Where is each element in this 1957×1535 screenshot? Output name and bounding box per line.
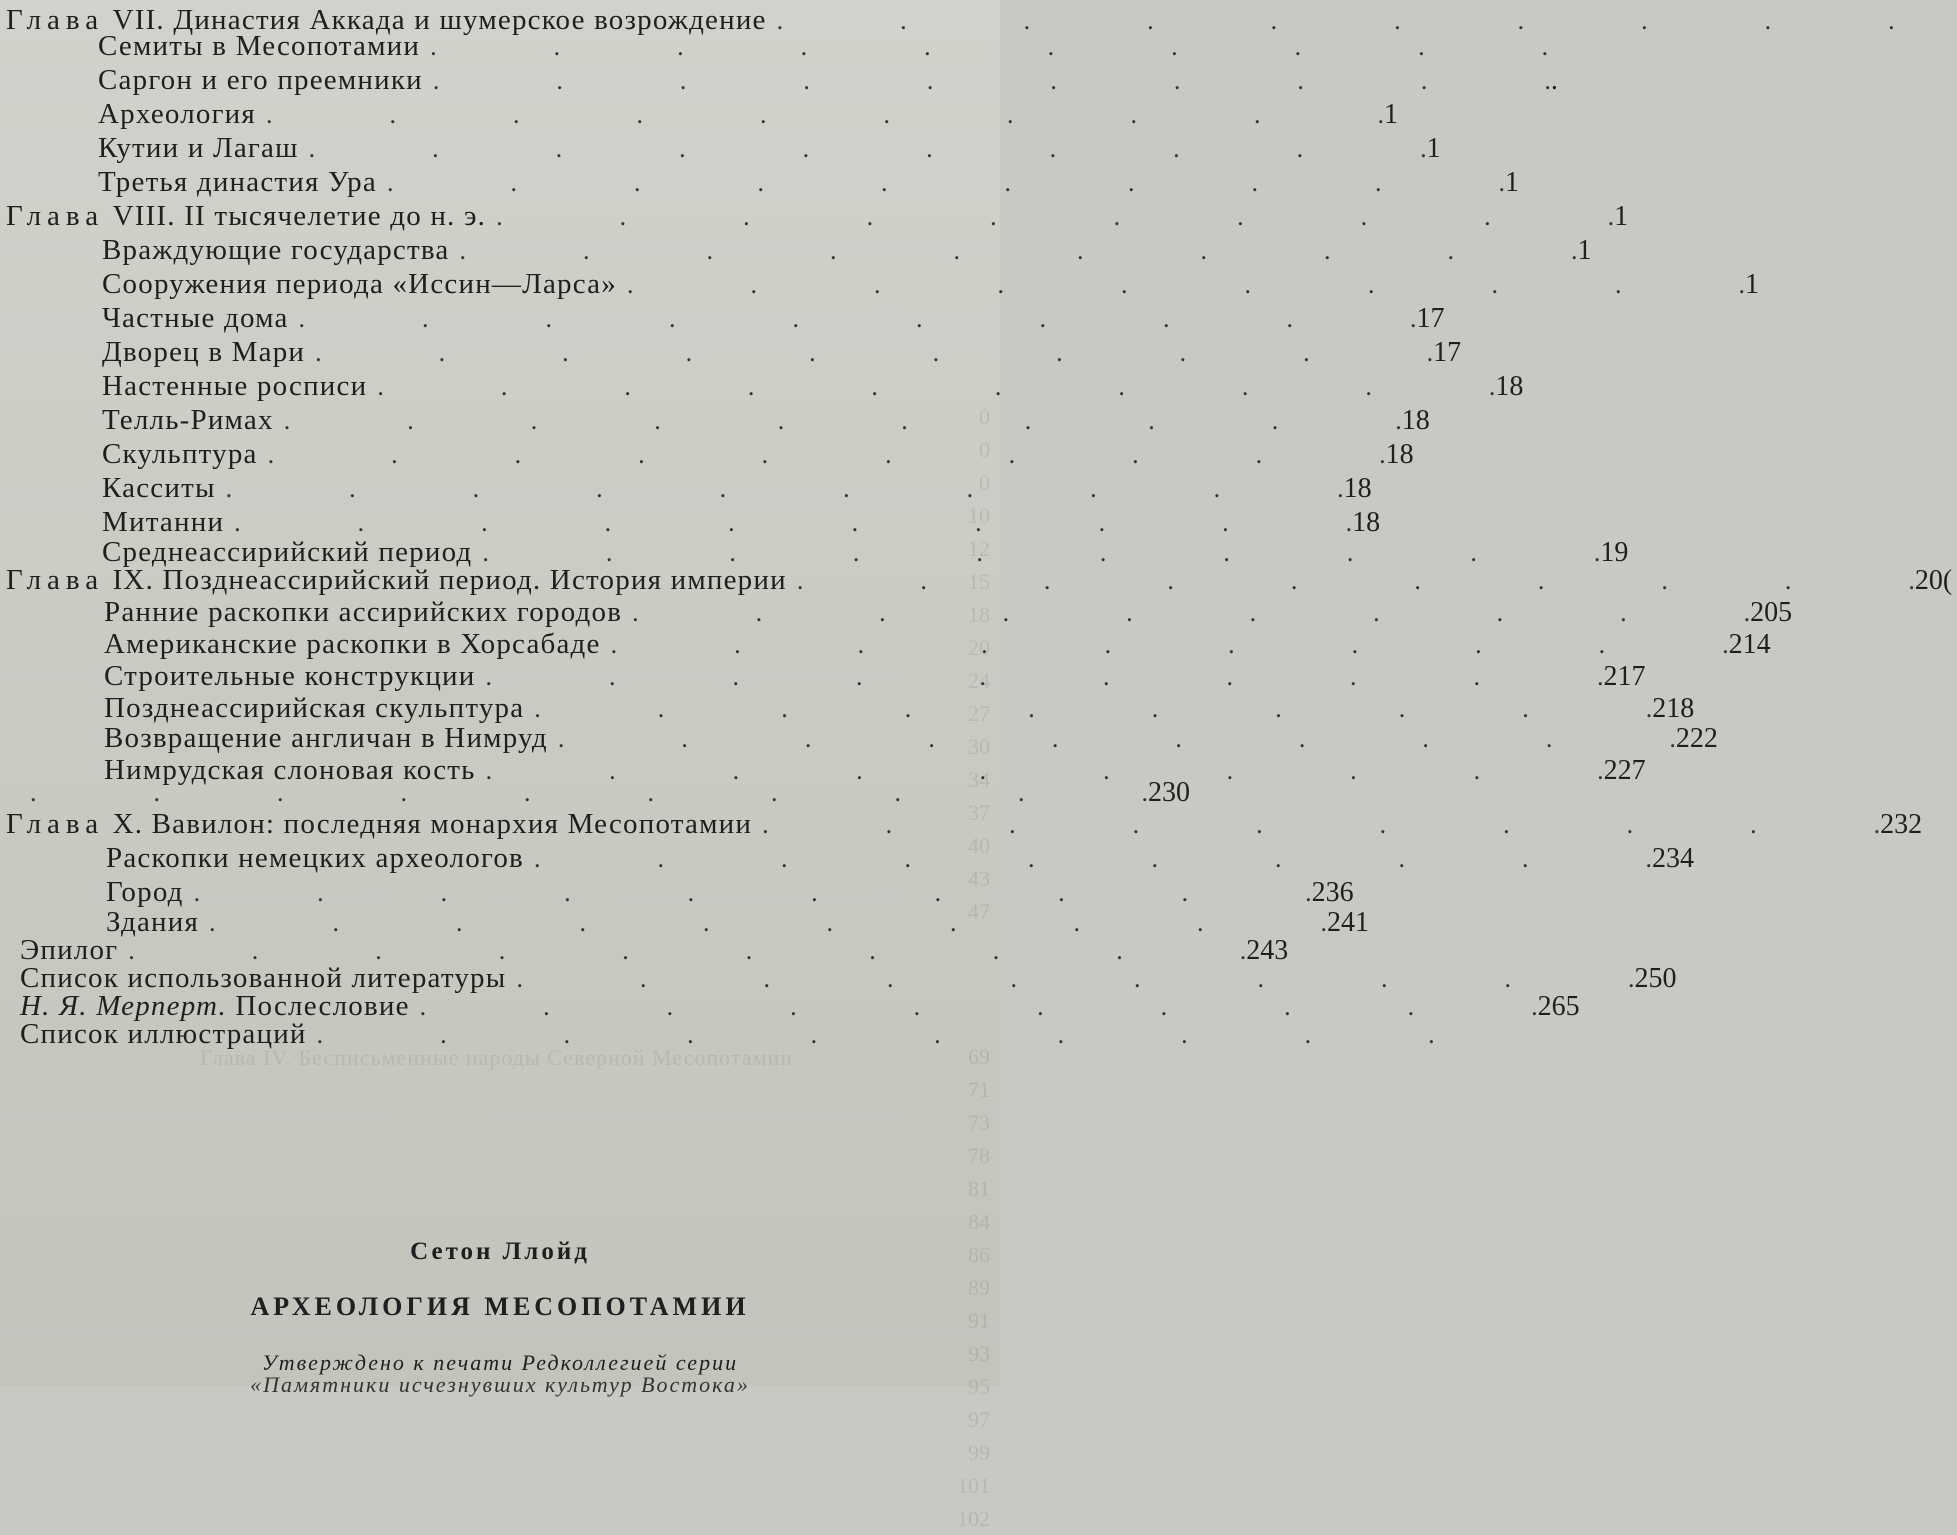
toc-entry bbox=[98, 166, 1519, 200]
toc-title: Эпилог bbox=[20, 934, 119, 966]
dot-leader bbox=[299, 132, 1427, 165]
toc-title: Дворец в Мари bbox=[102, 336, 306, 368]
chapter-prefix: Глава bbox=[6, 564, 105, 596]
toc-label bbox=[6, 200, 486, 233]
toc-page-number: 250 bbox=[1634, 963, 1677, 994]
toc-title: Среднеассирийский период bbox=[102, 536, 473, 568]
toc-title: Сооружения периода «Иссин—Ларса» bbox=[102, 268, 617, 300]
dot-leader bbox=[305, 336, 1433, 369]
toc-label bbox=[6, 564, 787, 597]
toc-page-number: 17 bbox=[1416, 303, 1445, 334]
toc-label bbox=[106, 876, 184, 909]
toc-entry bbox=[106, 876, 1354, 910]
toc-title: Нимрудская слоновая кость bbox=[104, 754, 476, 786]
toc-label bbox=[102, 268, 617, 301]
toc-label bbox=[102, 370, 367, 403]
toc-title: Город bbox=[106, 876, 184, 908]
toc-label bbox=[98, 98, 256, 131]
dot-leader bbox=[184, 876, 1312, 909]
toc-title: Настенные росписи bbox=[102, 370, 368, 402]
toc-page-number: 222 bbox=[1675, 723, 1718, 754]
toc-label bbox=[104, 628, 601, 661]
toc-page-number: 1 bbox=[1504, 167, 1519, 198]
toc-title: Возвращение англичан в Нимруд bbox=[104, 722, 548, 754]
dot-leader bbox=[367, 370, 1495, 403]
toc-page-number: 265 bbox=[1537, 991, 1580, 1022]
book-title: АРХЕОЛОГИЯ МЕСОПОТАМИИ bbox=[250, 1292, 750, 1321]
toc-title: Раскопки немецких археологов bbox=[106, 842, 524, 874]
toc-label bbox=[98, 132, 299, 165]
toc-page-number: 241 bbox=[1327, 907, 1370, 938]
dot-leader bbox=[289, 302, 1417, 335]
toc-page-number: 230 bbox=[1148, 777, 1190, 808]
toc-entry bbox=[104, 628, 1771, 662]
toc-title: Здания bbox=[106, 906, 200, 938]
toc-label bbox=[104, 660, 475, 693]
toc-page-number: 18 bbox=[1343, 473, 1372, 504]
toc-title: X. Вавилон: последняя монархия Месопотамии bbox=[104, 808, 753, 840]
toc-title: Археология bbox=[98, 98, 256, 130]
toc-page-number: 18 bbox=[1352, 507, 1381, 538]
toc-page-number: 18 bbox=[1495, 371, 1524, 402]
dot-leader bbox=[307, 1018, 1435, 1051]
toc-label bbox=[104, 692, 524, 725]
toc-title: Позднеассирийская скульптура bbox=[104, 692, 525, 724]
dot-leader bbox=[20, 776, 1148, 809]
dot-leader bbox=[449, 234, 1577, 267]
toc-page-number: 214 bbox=[1728, 629, 1771, 660]
toc-entry bbox=[102, 336, 1462, 370]
toc-label bbox=[102, 506, 224, 539]
toc-title: Семиты в Месопотамии bbox=[98, 30, 421, 62]
toc-entry bbox=[104, 660, 1646, 694]
toc-label bbox=[102, 438, 258, 471]
toc-label bbox=[102, 472, 216, 505]
toc-title: Список использованной литературы bbox=[20, 962, 507, 994]
toc-entry bbox=[102, 302, 1445, 336]
toc-page-number: 236 bbox=[1311, 877, 1354, 908]
toc-page-number: 205 bbox=[1750, 597, 1793, 628]
toc-title: Третья династия Ура bbox=[98, 166, 377, 198]
toc-entry bbox=[102, 234, 1592, 268]
show-through-text: Глава IV. Бесписьменные народы Северной Месопотамии bbox=[200, 1045, 793, 1070]
toc-entry bbox=[102, 404, 1430, 438]
toc-title: VIII. II тысячелетие до н. э. bbox=[104, 200, 487, 232]
toc-page-number: 227 bbox=[1603, 755, 1646, 786]
toc-label bbox=[104, 596, 622, 629]
toc-chapter bbox=[6, 200, 1629, 234]
toc-entry bbox=[102, 438, 1414, 472]
dot-leader bbox=[475, 660, 1603, 693]
toc-page-number: 19 bbox=[1600, 537, 1629, 568]
dot-leader bbox=[258, 438, 1386, 471]
toc-page-number: 243 bbox=[1246, 935, 1289, 966]
toc-title: Список иллюстраций bbox=[20, 1018, 307, 1050]
toc-entry bbox=[104, 692, 1695, 726]
toc-page-number: 20( bbox=[1914, 565, 1953, 596]
toc-page-number: 234 bbox=[1651, 843, 1694, 874]
toc-entry bbox=[98, 30, 1040, 64]
toc-label bbox=[106, 842, 524, 875]
dot-leader bbox=[274, 404, 1402, 437]
toc-entry bbox=[98, 98, 1398, 132]
dot-leader bbox=[617, 268, 1745, 301]
toc-label bbox=[102, 234, 449, 267]
toc-page-number: 1 bbox=[1744, 269, 1759, 300]
dot-leader bbox=[787, 564, 1915, 597]
toc-title: Послесловие bbox=[226, 990, 410, 1022]
toc-label bbox=[102, 336, 305, 369]
toc-title: Ранние раскопки ассирийских городов bbox=[104, 596, 623, 628]
chapter-prefix: Глава bbox=[6, 808, 105, 840]
toc-page-number: 217 bbox=[1603, 661, 1646, 692]
dot-leader bbox=[486, 200, 1614, 233]
approval-note: Утверждено к печати Редколлегией серии bbox=[261, 1350, 739, 1375]
toc-title: Скульптура bbox=[102, 438, 258, 470]
dot-leader bbox=[423, 64, 1551, 97]
show-through-numbers: 0 0 0 10 12 15 18 20 24 27 30 34 37 40 43 47 bbox=[968, 404, 990, 924]
toc-page-number: 1 bbox=[1614, 201, 1629, 232]
toc-entry bbox=[20, 1018, 1040, 1052]
toc-label bbox=[6, 808, 752, 841]
toc-title: Митанни bbox=[102, 506, 225, 538]
toc-page-number: 232 bbox=[1880, 809, 1923, 840]
toc-page-number: 18 bbox=[1401, 405, 1430, 436]
toc-entry bbox=[20, 776, 1190, 810]
toc-title: IX. Позднеассирийский период. История империи bbox=[104, 564, 787, 596]
dot-leader bbox=[524, 842, 1652, 875]
dot-leader bbox=[377, 166, 1505, 199]
book-author: Сетон Ллойд bbox=[410, 1238, 590, 1265]
toc-page-number: . bbox=[1550, 65, 1558, 96]
toc-title: Касситы bbox=[102, 472, 216, 504]
toc-label bbox=[98, 166, 377, 199]
toc-label bbox=[98, 64, 423, 97]
toc-title: Строительные конструкции bbox=[104, 660, 476, 692]
toc-entry bbox=[102, 370, 1524, 404]
toc-entry bbox=[106, 842, 1694, 876]
show-through-numbers-lower: 69 71 73 78 81 84 86 89 91 93 95 97 99 101 102 bbox=[957, 1044, 990, 1531]
dot-leader bbox=[224, 506, 1352, 539]
toc-entry bbox=[98, 132, 1441, 166]
dot-leader bbox=[752, 808, 1880, 841]
dot-leader bbox=[548, 722, 1676, 755]
dot-leader bbox=[601, 628, 1729, 661]
toc-entry bbox=[102, 268, 1759, 302]
dot-leader bbox=[216, 472, 1344, 505]
toc-label bbox=[104, 722, 548, 755]
toc-title: Кутии и Лагаш bbox=[98, 132, 299, 164]
dot-leader bbox=[622, 596, 1750, 629]
chapter-prefix: Глава bbox=[6, 200, 105, 232]
dot-leader bbox=[524, 692, 1652, 725]
toc-label bbox=[20, 1018, 307, 1051]
dot-leader bbox=[420, 30, 1548, 63]
toc-entry bbox=[102, 506, 1381, 540]
toc-title: VII. Династия Аккада и шумерское возрождение bbox=[104, 4, 767, 36]
series-note: «Памятники исчезнувших культур Востока» bbox=[250, 1372, 750, 1397]
dot-leader bbox=[256, 98, 1384, 131]
toc-page-number: 1 bbox=[1577, 235, 1592, 266]
afterword-author: Н. Я. Мерперт. bbox=[20, 990, 227, 1022]
toc-label bbox=[102, 302, 289, 335]
toc-title: Враждующие государства bbox=[102, 234, 450, 266]
toc-page-number: 18 bbox=[1385, 439, 1414, 470]
toc-page-number: 218 bbox=[1652, 693, 1695, 724]
toc-entry bbox=[104, 722, 1718, 756]
toc-page-number: 1 bbox=[1426, 133, 1441, 164]
toc-entry bbox=[104, 596, 1793, 630]
toc-title: Саргон и его преемники bbox=[98, 64, 423, 96]
toc-title: Телль-Римах bbox=[102, 404, 274, 436]
toc-chapter bbox=[6, 808, 1923, 842]
toc-entry bbox=[98, 64, 1558, 98]
toc-chapter bbox=[6, 564, 1953, 598]
chapter-prefix: Глава bbox=[6, 4, 105, 36]
toc-page-number: 1 bbox=[1383, 99, 1398, 130]
toc-title: Частные дома bbox=[102, 302, 289, 334]
toc-entry bbox=[102, 472, 1372, 506]
toc-page-number: 17 bbox=[1433, 337, 1462, 368]
toc-label bbox=[102, 404, 274, 437]
toc-label bbox=[98, 30, 420, 63]
toc-title: Американские раскопки в Хорсабаде bbox=[104, 628, 601, 660]
